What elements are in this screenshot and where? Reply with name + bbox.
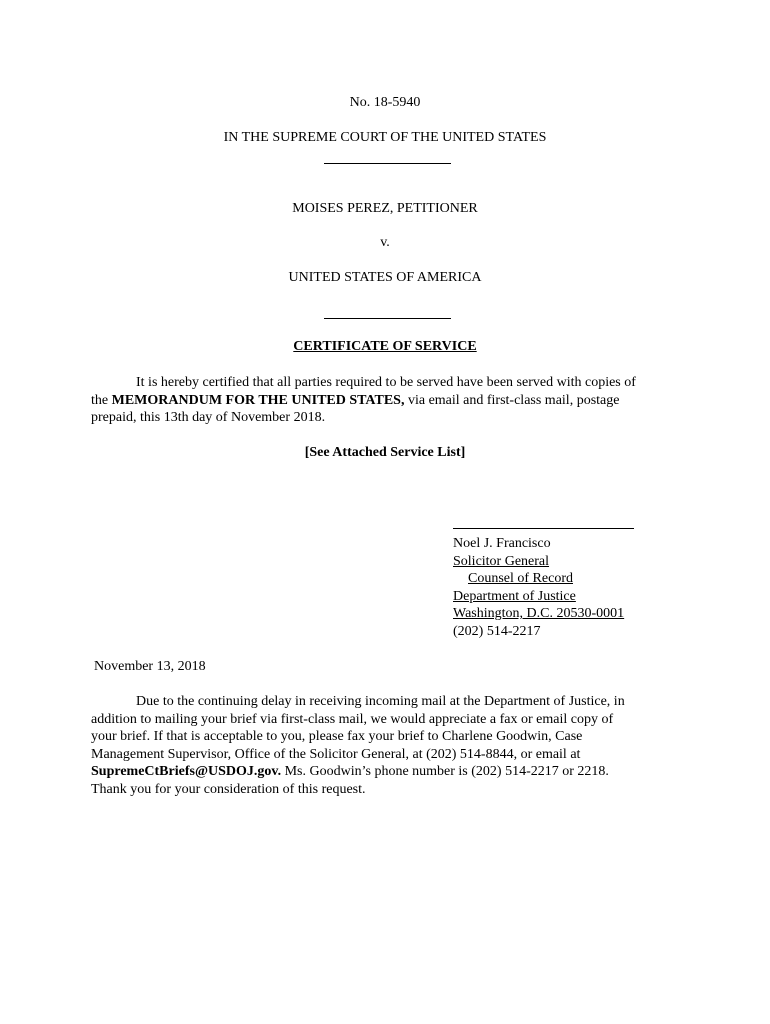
separator-line-top (324, 163, 451, 164)
case-number: No. 18-5940 (349, 95, 421, 110)
petitioner-name: MOISES PEREZ, PETITIONER (292, 201, 478, 216)
versus-text: v. (380, 235, 390, 250)
notice-line-3: your brief. If that is acceptable to you, please fax your brief to Charlene Goodwin, Case (91, 729, 583, 744)
letter-date: November 13, 2018 (94, 659, 206, 674)
memorandum-title: MEMORANDUM FOR THE UNITED STATES, (111, 392, 405, 408)
signer-phone: (202) 514-2217 (453, 623, 541, 639)
signature-line (453, 528, 634, 529)
notice-line-6: Thank you for your consideration of this request. (91, 781, 366, 797)
signer-title: Solicitor General (453, 553, 550, 569)
signer-role: Counsel of Record (468, 571, 573, 586)
certificate-line-2-lead: the (91, 392, 112, 408)
briefs-email: SupremeCtBriefs@USDOJ.gov. (91, 764, 282, 779)
service-list-note (0, 444, 770, 462)
respondent-name: UNITED STATES OF AMERICA (288, 270, 482, 285)
notice-line-5 (91, 763, 691, 781)
court-name: IN THE SUPREME COURT OF THE UNITED STATES (223, 130, 547, 145)
certificate-title-text: CERTIFICATE OF SERVICE (293, 339, 477, 354)
signer-department: Department of Justice (453, 588, 576, 604)
certificate-title (0, 338, 770, 356)
certificate-line-3: prepaid, this 13th day of November 2018. (91, 410, 326, 425)
certificate-line-1: It is hereby certified that all parties required to be served have been served with copies of (136, 375, 636, 390)
notice-body (91, 693, 691, 798)
notice-line-4: Management Supervisor, Office of the Solicitor General, at (202) 514-8844, or email at (91, 746, 581, 762)
signer-address: Washington, D.C. 20530-0001 (453, 606, 625, 621)
notice-line-2: addition to mailing your brief via first-class mail, we would appreciate a fax or email copy of (91, 711, 614, 727)
service-list-text: [See Attached Service List] (304, 445, 466, 460)
certificate-line-2-rest: via email and first-class mail, postage (404, 392, 620, 408)
notice-line-1: Due to the continuing delay in receiving incoming mail at the Department of Justice, in (136, 694, 625, 709)
signature-block (453, 535, 713, 640)
signer-name: Noel J. Francisco (453, 536, 551, 551)
certificate-line-2 (91, 392, 691, 410)
certificate-body (91, 374, 691, 427)
separator-line-bottom (324, 318, 451, 319)
notice-line-5-rest: Ms. Goodwin’s phone number is (202) 514-2217 or 2218. (281, 764, 609, 779)
